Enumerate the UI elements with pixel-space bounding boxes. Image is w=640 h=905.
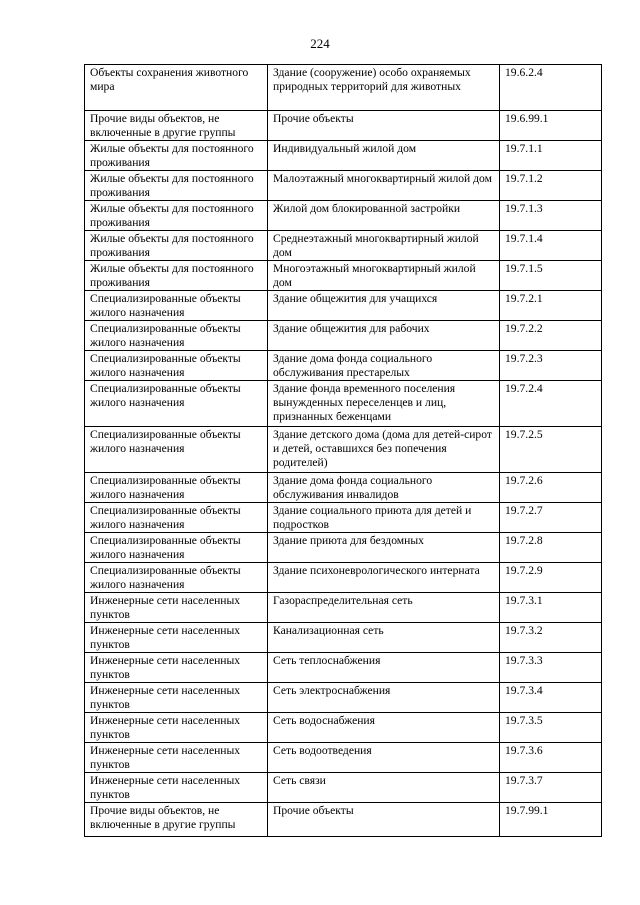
table-row — [85, 563, 602, 593]
page-number: 224 — [310, 36, 330, 51]
table-row — [85, 65, 602, 111]
table-cell-object: Здание детского дома (дома для детей-сирот и детей, оставшихся без попечения родителей) — [268, 427, 500, 473]
table-cell-code: 19.7.2.8 — [500, 533, 602, 563]
table-cell-group: Инженерные сети населенных пунктов — [85, 713, 268, 743]
table-cell-code: 19.7.1.1 — [500, 141, 602, 171]
table-cell-code: 19.7.3.6 — [500, 743, 602, 773]
table-cell-group: Объекты сохранения животного мира — [85, 65, 268, 111]
table-cell-object: Сеть водоотведения — [268, 743, 500, 773]
table-cell-group: Инженерные сети населенных пунктов — [85, 743, 268, 773]
table-cell-code: 19.6.99.1 — [500, 111, 602, 141]
table-cell-object: Здание дома фонда социального обслуживания инвалидов — [268, 473, 500, 503]
table-cell-code: 19.7.1.3 — [500, 201, 602, 231]
classification-table — [84, 64, 602, 837]
table-cell-group: Жилые объекты для постоянного проживания — [85, 261, 268, 291]
table-cell-group: Инженерные сети населенных пунктов — [85, 683, 268, 713]
table-cell-group: Инженерные сети населенных пунктов — [85, 773, 268, 803]
table-cell-object: Жилой дом блокированной застройки — [268, 201, 500, 231]
table-row — [85, 201, 602, 231]
table-cell-object: Сеть связи — [268, 773, 500, 803]
table-row — [85, 803, 602, 837]
table-cell-object: Сеть электроснабжения — [268, 683, 500, 713]
table-row — [85, 141, 602, 171]
table-row — [85, 381, 602, 427]
table-cell-code: 19.7.3.7 — [500, 773, 602, 803]
table-cell-code: 19.7.1.4 — [500, 231, 602, 261]
table-row — [85, 171, 602, 201]
table-cell-group: Специализированные объекты жилого назначения — [85, 563, 268, 593]
table-cell-object: Среднеэтажный многоквартирный жилой дом — [268, 231, 500, 261]
table-cell-group: Специализированные объекты жилого назначения — [85, 321, 268, 351]
table-cell-code: 19.7.1.2 — [500, 171, 602, 201]
table-row — [85, 321, 602, 351]
table-row — [85, 111, 602, 141]
table-cell-object: Здание приюта для бездомных — [268, 533, 500, 563]
table-cell-group: Жилые объекты для постоянного проживания — [85, 171, 268, 201]
table-cell-group: Специализированные объекты жилого назначения — [85, 381, 268, 427]
table-row — [85, 351, 602, 381]
table-cell-object: Здание дома фонда социального обслуживания престарелых — [268, 351, 500, 381]
table-row — [85, 291, 602, 321]
table-cell-object: Канализационная сеть — [268, 623, 500, 653]
table-cell-group: Специализированные объекты жилого назначения — [85, 503, 268, 533]
table-cell-object: Сеть водоснабжения — [268, 713, 500, 743]
table-cell-code: 19.7.2.5 — [500, 427, 602, 473]
table-cell-object: Здание психоневрологического интерната — [268, 563, 500, 593]
table-cell-group: Жилые объекты для постоянного проживания — [85, 201, 268, 231]
table-cell-object: Газораспределительная сеть — [268, 593, 500, 623]
table-body — [85, 65, 602, 837]
table-cell-group: Специализированные объекты жилого назначения — [85, 351, 268, 381]
table-cell-group: Инженерные сети населенных пунктов — [85, 653, 268, 683]
table-cell-object: Здание (сооружение) особо охраняемых природных территорий для животных — [268, 65, 500, 111]
table-cell-object: Здание фонда временного поселения вынужденных переселенцев и лиц, признанных беженцами — [268, 381, 500, 427]
table-row — [85, 593, 602, 623]
table-cell-object: Прочие объекты — [268, 111, 500, 141]
table-row — [85, 713, 602, 743]
table-row — [85, 261, 602, 291]
table-row — [85, 427, 602, 473]
table-cell-code: 19.6.2.4 — [500, 65, 602, 111]
table-cell-object: Здание общежития для учащихся — [268, 291, 500, 321]
table-cell-code: 19.7.2.4 — [500, 381, 602, 427]
table-cell-code: 19.7.2.3 — [500, 351, 602, 381]
table-cell-group: Специализированные объекты жилого назначения — [85, 427, 268, 473]
table-cell-group: Специализированные объекты жилого назначения — [85, 473, 268, 503]
table-cell-object: Прочие объекты — [268, 803, 500, 837]
table-row — [85, 533, 602, 563]
table-row — [85, 473, 602, 503]
table-cell-code: 19.7.3.1 — [500, 593, 602, 623]
table-row — [85, 683, 602, 713]
table-row — [85, 503, 602, 533]
table-cell-code: 19.7.2.9 — [500, 563, 602, 593]
table-row — [85, 623, 602, 653]
table-cell-object: Сеть теплоснабжения — [268, 653, 500, 683]
table-cell-object: Здание общежития для рабочих — [268, 321, 500, 351]
table-cell-code: 19.7.3.2 — [500, 623, 602, 653]
table-cell-code: 19.7.2.7 — [500, 503, 602, 533]
table-cell-group: Специализированные объекты жилого назначения — [85, 533, 268, 563]
table-cell-group: Прочие виды объектов, не включенные в другие группы — [85, 111, 268, 141]
table-cell-code: 19.7.3.5 — [500, 713, 602, 743]
table-cell-code: 19.7.3.3 — [500, 653, 602, 683]
table-cell-group: Прочие виды объектов, не включенные в другие группы — [85, 803, 268, 837]
table-row — [85, 231, 602, 261]
table-cell-group: Инженерные сети населенных пунктов — [85, 623, 268, 653]
table-cell-code: 19.7.2.1 — [500, 291, 602, 321]
table-cell-code: 19.7.1.5 — [500, 261, 602, 291]
table-cell-object: Малоэтажный многоквартирный жилой дом — [268, 171, 500, 201]
table-cell-code: 19.7.3.4 — [500, 683, 602, 713]
table-cell-code: 19.7.2.6 — [500, 473, 602, 503]
table-cell-group: Жилые объекты для постоянного проживания — [85, 231, 268, 261]
table-cell-object: Многоэтажный многоквартирный жилой дом — [268, 261, 500, 291]
table-cell-code: 19.7.2.2 — [500, 321, 602, 351]
table-row — [85, 773, 602, 803]
table-cell-object: Индивидуальный жилой дом — [268, 141, 500, 171]
table-cell-group: Инженерные сети населенных пунктов — [85, 593, 268, 623]
table-row — [85, 743, 602, 773]
table-cell-group: Специализированные объекты жилого назначения — [85, 291, 268, 321]
table-cell-group: Жилые объекты для постоянного проживания — [85, 141, 268, 171]
table-cell-code: 19.7.99.1 — [500, 803, 602, 837]
table-cell-object: Здание социального приюта для детей и подростков — [268, 503, 500, 533]
table-row — [85, 653, 602, 683]
